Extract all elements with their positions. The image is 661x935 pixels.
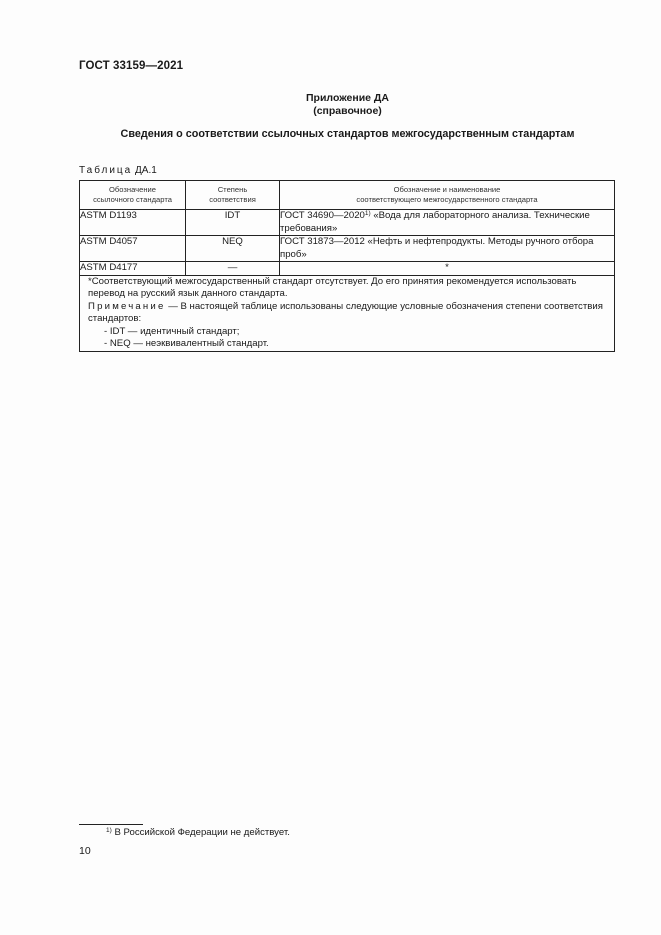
appendix-subtitle: (справочное) bbox=[313, 105, 382, 117]
table-header-row bbox=[80, 181, 615, 210]
asterisk-note: *Соответствующий межгосударственный стандарт отсутствует. До его принятия рекомендуется использовать перевод на русский язык данного стандарта. bbox=[88, 275, 577, 299]
header-text: Степень bbox=[217, 184, 248, 194]
cell-standard bbox=[280, 236, 615, 262]
footnote-ref: 1) bbox=[364, 210, 371, 217]
standard-code: ГОСТ 34690—2020 bbox=[280, 210, 365, 221]
footnote-text: В Российской Федерации не действует. bbox=[111, 827, 290, 838]
legend-item: - NEQ — неэквивалентный стандарт. bbox=[104, 338, 269, 349]
cell-degree: NEQ bbox=[186, 236, 280, 262]
table-caption-id: ДА.1 bbox=[135, 165, 157, 176]
cell-standard bbox=[280, 210, 615, 236]
table-row bbox=[80, 210, 615, 236]
cell-standard bbox=[280, 262, 615, 276]
table-caption-prefix: Таблица bbox=[79, 165, 133, 176]
note-text: — В настоящей таблице использованы следующие условные обозначения степени соответствия стандартов: bbox=[88, 300, 603, 324]
footnote-marker: 1) bbox=[106, 827, 112, 834]
document-code: ГОСТ 33159—2021 bbox=[79, 60, 184, 72]
correspondence-table bbox=[79, 180, 615, 352]
legend-item: - IDT — идентичный стандарт; bbox=[104, 325, 240, 337]
table-notes bbox=[80, 275, 615, 351]
standard-name: «Нефть и нефтепродукты. Методы ручного отбора проб» bbox=[280, 236, 594, 260]
header-degree bbox=[186, 181, 280, 210]
footnote bbox=[106, 827, 290, 838]
table-note bbox=[80, 301, 614, 326]
cell-reference: ASTM D4057 bbox=[80, 236, 186, 262]
table-row bbox=[80, 236, 615, 262]
header-text: ссылочного стандарта bbox=[93, 195, 172, 204]
table-notes-row bbox=[80, 275, 615, 351]
cell-degree: IDT bbox=[186, 210, 280, 236]
header-text: Обозначение и наименование bbox=[393, 184, 501, 194]
section-title: Сведения о соответствии ссылочных стандартов межгосударственным стандартам bbox=[120, 128, 575, 140]
page-number: 10 bbox=[79, 845, 91, 857]
footnote-separator bbox=[79, 824, 143, 825]
table-row bbox=[80, 262, 615, 276]
appendix-title: Приложение ДА bbox=[306, 92, 389, 104]
header-interstate-standard bbox=[280, 181, 615, 210]
header-text: соответствующего межгосударственного стандарта bbox=[356, 195, 538, 204]
note-label: Примечание bbox=[88, 300, 166, 312]
cell-reference: ASTM D1193 bbox=[80, 210, 186, 236]
standard-code: ГОСТ 31873—2012 bbox=[280, 236, 365, 247]
cell-reference: ASTM D4177 bbox=[80, 262, 186, 276]
header-reference-standard bbox=[80, 181, 186, 210]
cell-degree: — bbox=[186, 262, 280, 276]
standard-code: * bbox=[445, 262, 449, 273]
header-text: Обозначение bbox=[109, 184, 156, 194]
table-caption bbox=[79, 165, 157, 176]
standard-name: «Вода для лабораторного анализа. Технические требования» bbox=[280, 210, 590, 234]
header-text: соответствия bbox=[209, 195, 256, 204]
